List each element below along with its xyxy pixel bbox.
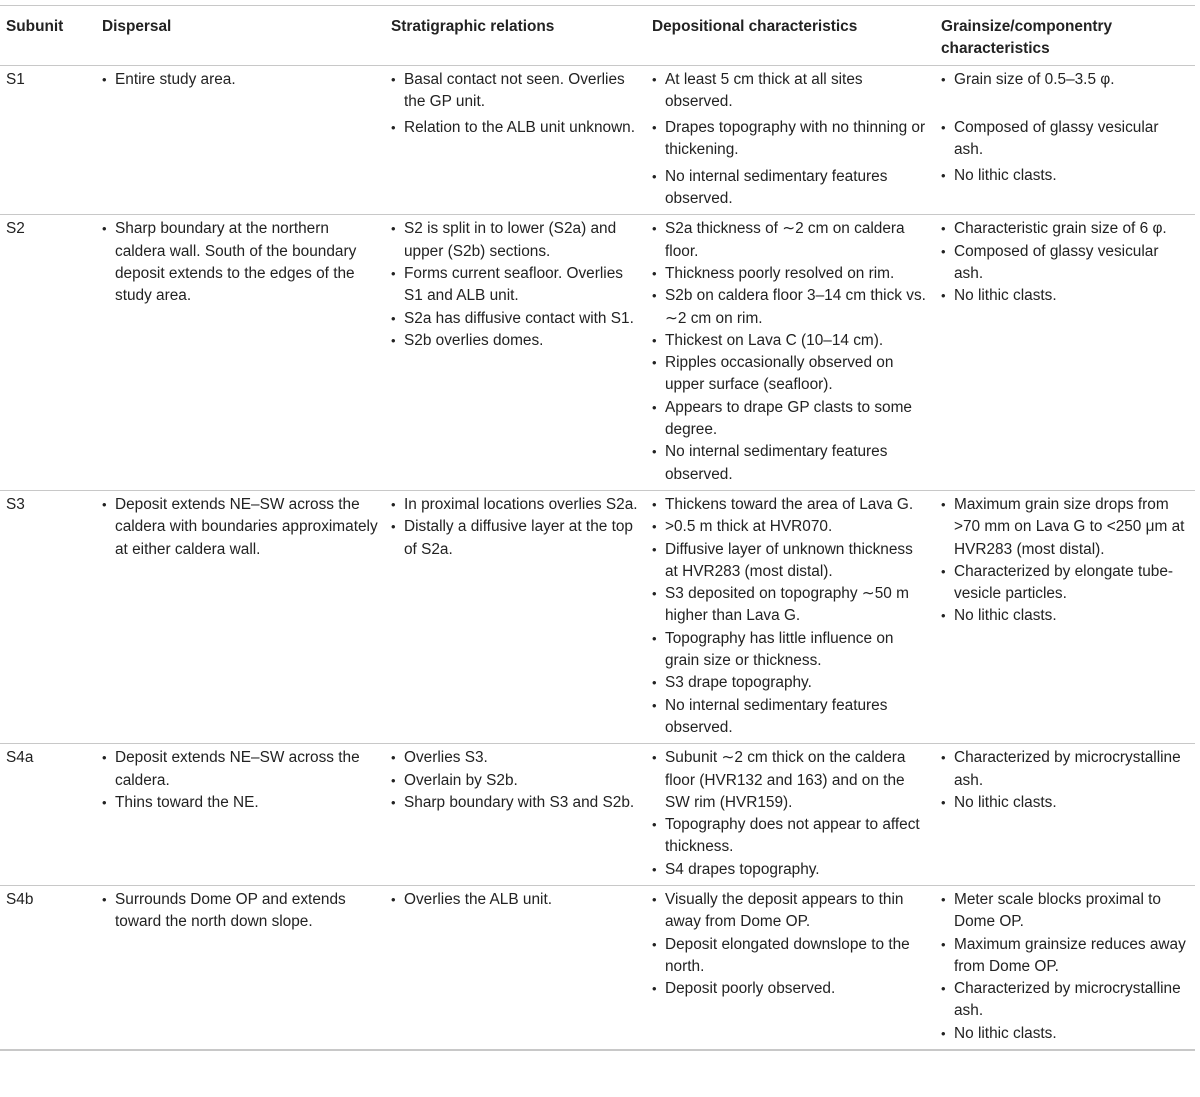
cell-depositional-characteristics bbox=[646, 65, 935, 215]
cell-dispersal bbox=[96, 215, 385, 491]
table-row bbox=[0, 65, 1195, 215]
cell-dispersal bbox=[96, 490, 385, 743]
list-item: • No lithic clasts. bbox=[941, 165, 1189, 187]
list-item: • At least 5 cm thick at all sites observed. bbox=[652, 69, 929, 114]
header-dispersal: Dispersal bbox=[96, 6, 385, 66]
cell-stratigraphic-relations bbox=[385, 744, 646, 886]
cell-depositional-characteristics bbox=[646, 215, 935, 491]
list-item: • Overlies S3. bbox=[391, 747, 640, 769]
list-item: • Characteristic grain size of 6 φ. bbox=[941, 218, 1189, 240]
list-item: • No lithic clasts. bbox=[941, 1023, 1189, 1045]
list-item: • Deposit poorly observed. bbox=[652, 978, 929, 1000]
table-row bbox=[0, 885, 1195, 1050]
list-item: • Deposit elongated downslope to the north. bbox=[652, 934, 929, 979]
list-item: • Entire study area. bbox=[102, 69, 379, 91]
list-item: • Subunit ∼2 cm thick on the caldera floor (HVR132 and 163) and on the SW rim (HVR159). bbox=[652, 747, 929, 814]
list-item: • Deposit extends NE–SW across the caldera. bbox=[102, 747, 379, 792]
table-row bbox=[0, 490, 1195, 743]
list-item: • Thins toward the NE. bbox=[102, 792, 379, 814]
list-item: • Ripples occasionally observed on upper surface (seafloor). bbox=[652, 352, 929, 397]
table-header bbox=[0, 6, 1195, 66]
list-item: • Composed of glassy vesicular ash. bbox=[941, 117, 1189, 162]
list-item: • S2b overlies domes. bbox=[391, 330, 640, 352]
list-item: • Maximum grainsize reduces away from Dome OP. bbox=[941, 934, 1189, 979]
list-item: • No lithic clasts. bbox=[941, 792, 1189, 814]
list-item: • Topography has little influence on grain size or thickness. bbox=[652, 628, 929, 673]
header-subunit: Subunit bbox=[0, 6, 96, 66]
cell-dispersal bbox=[96, 744, 385, 886]
table-row bbox=[0, 744, 1195, 886]
cell-subunit: S3 bbox=[0, 490, 96, 743]
list-item: • Relation to the ALB unit unknown. bbox=[391, 117, 640, 139]
list-item: • No lithic clasts. bbox=[941, 285, 1189, 307]
list-item: • Thickens toward the area of Lava G. bbox=[652, 494, 929, 516]
list-item: • Topography does not appear to affect thickness. bbox=[652, 814, 929, 859]
list-item: • Forms current seafloor. Overlies S1 and ALB unit. bbox=[391, 263, 640, 308]
list-item: • Characterized by microcrystalline ash. bbox=[941, 747, 1189, 792]
header-stratigraphic-relations: Stratigraphic relations bbox=[385, 6, 646, 66]
list-item: • >0.5 m thick at HVR070. bbox=[652, 516, 929, 538]
list-item: • In proximal locations overlies S2a. bbox=[391, 494, 640, 516]
list-item: • S2a thickness of ∼2 cm on caldera floor. bbox=[652, 218, 929, 263]
list-item: • No internal sedimentary features observed. bbox=[652, 695, 929, 740]
cell-depositional-characteristics bbox=[646, 490, 935, 743]
cell-grainsize-componentry bbox=[935, 744, 1195, 886]
cell-stratigraphic-relations bbox=[385, 885, 646, 1050]
list-item: • Deposit extends NE–SW across the caldera with boundaries approximately at either caldera wall. bbox=[102, 494, 379, 561]
cell-stratigraphic-relations bbox=[385, 490, 646, 743]
subunit-characteristics-table bbox=[0, 5, 1195, 1051]
list-item: • S3 drape topography. bbox=[652, 672, 929, 694]
cell-dispersal bbox=[96, 885, 385, 1050]
list-item: • Distally a diffusive layer at the top of S2a. bbox=[391, 516, 640, 561]
cell-depositional-characteristics bbox=[646, 744, 935, 886]
cell-dispersal bbox=[96, 65, 385, 215]
list-item: • Diffusive layer of unknown thickness at HVR283 (most distal). bbox=[652, 539, 929, 584]
list-item: • Basal contact not seen. Overlies the GP unit. bbox=[391, 69, 640, 114]
list-item: • S2 is split in to lower (S2a) and upper (S2b) sections. bbox=[391, 218, 640, 263]
list-item: • Overlain by S2b. bbox=[391, 770, 640, 792]
cell-subunit: S4b bbox=[0, 885, 96, 1050]
list-item: • No lithic clasts. bbox=[941, 605, 1189, 627]
cell-grainsize-componentry bbox=[935, 65, 1195, 215]
cell-subunit: S1 bbox=[0, 65, 96, 215]
list-item: • Thickness poorly resolved on rim. bbox=[652, 263, 929, 285]
list-item: • Characterized by elongate tube-vesicle particles. bbox=[941, 561, 1189, 606]
list-item: • Characterized by microcrystalline ash. bbox=[941, 978, 1189, 1023]
cell-depositional-characteristics bbox=[646, 885, 935, 1050]
header-grainsize-componentry: Grainsize/componentry characteristics bbox=[935, 6, 1195, 66]
list-item: • Maximum grain size drops from >70 mm on Lava G to <250 μm at HVR283 (most distal). bbox=[941, 494, 1189, 561]
cell-subunit: S4a bbox=[0, 744, 96, 886]
cell-stratigraphic-relations bbox=[385, 65, 646, 215]
list-item: • No internal sedimentary features observed. bbox=[652, 441, 929, 486]
list-item: • S3 deposited on topography ∼50 m higher than Lava G. bbox=[652, 583, 929, 628]
list-item: • Composed of glassy vesicular ash. bbox=[941, 241, 1189, 286]
cell-grainsize-componentry bbox=[935, 215, 1195, 491]
cell-grainsize-componentry bbox=[935, 885, 1195, 1050]
list-item: • Drapes topography with no thinning or thickening. bbox=[652, 117, 929, 162]
list-item: • Surrounds Dome OP and extends toward the north down slope. bbox=[102, 889, 379, 934]
list-item: • Grain size of 0.5–3.5 φ. bbox=[941, 69, 1189, 91]
list-item: • Sharp boundary at the northern caldera wall. South of the boundary deposit extends to the edges of the study area. bbox=[102, 218, 379, 307]
list-item: • Overlies the ALB unit. bbox=[391, 889, 640, 911]
list-item: • Visually the deposit appears to thin away from Dome OP. bbox=[652, 889, 929, 934]
list-item: • S2a has diffusive contact with S1. bbox=[391, 308, 640, 330]
header-depositional-characteristics: Depositional characteristics bbox=[646, 6, 935, 66]
list-item: • S4 drapes topography. bbox=[652, 859, 929, 881]
cell-subunit: S2 bbox=[0, 215, 96, 491]
list-item: • Sharp boundary with S3 and S2b. bbox=[391, 792, 640, 814]
list-item: • S2b on caldera floor 3–14 cm thick vs. ∼2 cm on rim. bbox=[652, 285, 929, 330]
table-row bbox=[0, 215, 1195, 491]
list-item: • Thickest on Lava C (10–14 cm). bbox=[652, 330, 929, 352]
list-item: • Meter scale blocks proximal to Dome OP. bbox=[941, 889, 1189, 934]
header-row bbox=[0, 6, 1195, 66]
list-item: • No internal sedimentary features observed. bbox=[652, 166, 929, 211]
cell-grainsize-componentry bbox=[935, 490, 1195, 743]
list-item: • Appears to drape GP clasts to some degree. bbox=[652, 397, 929, 442]
cell-stratigraphic-relations bbox=[385, 215, 646, 491]
